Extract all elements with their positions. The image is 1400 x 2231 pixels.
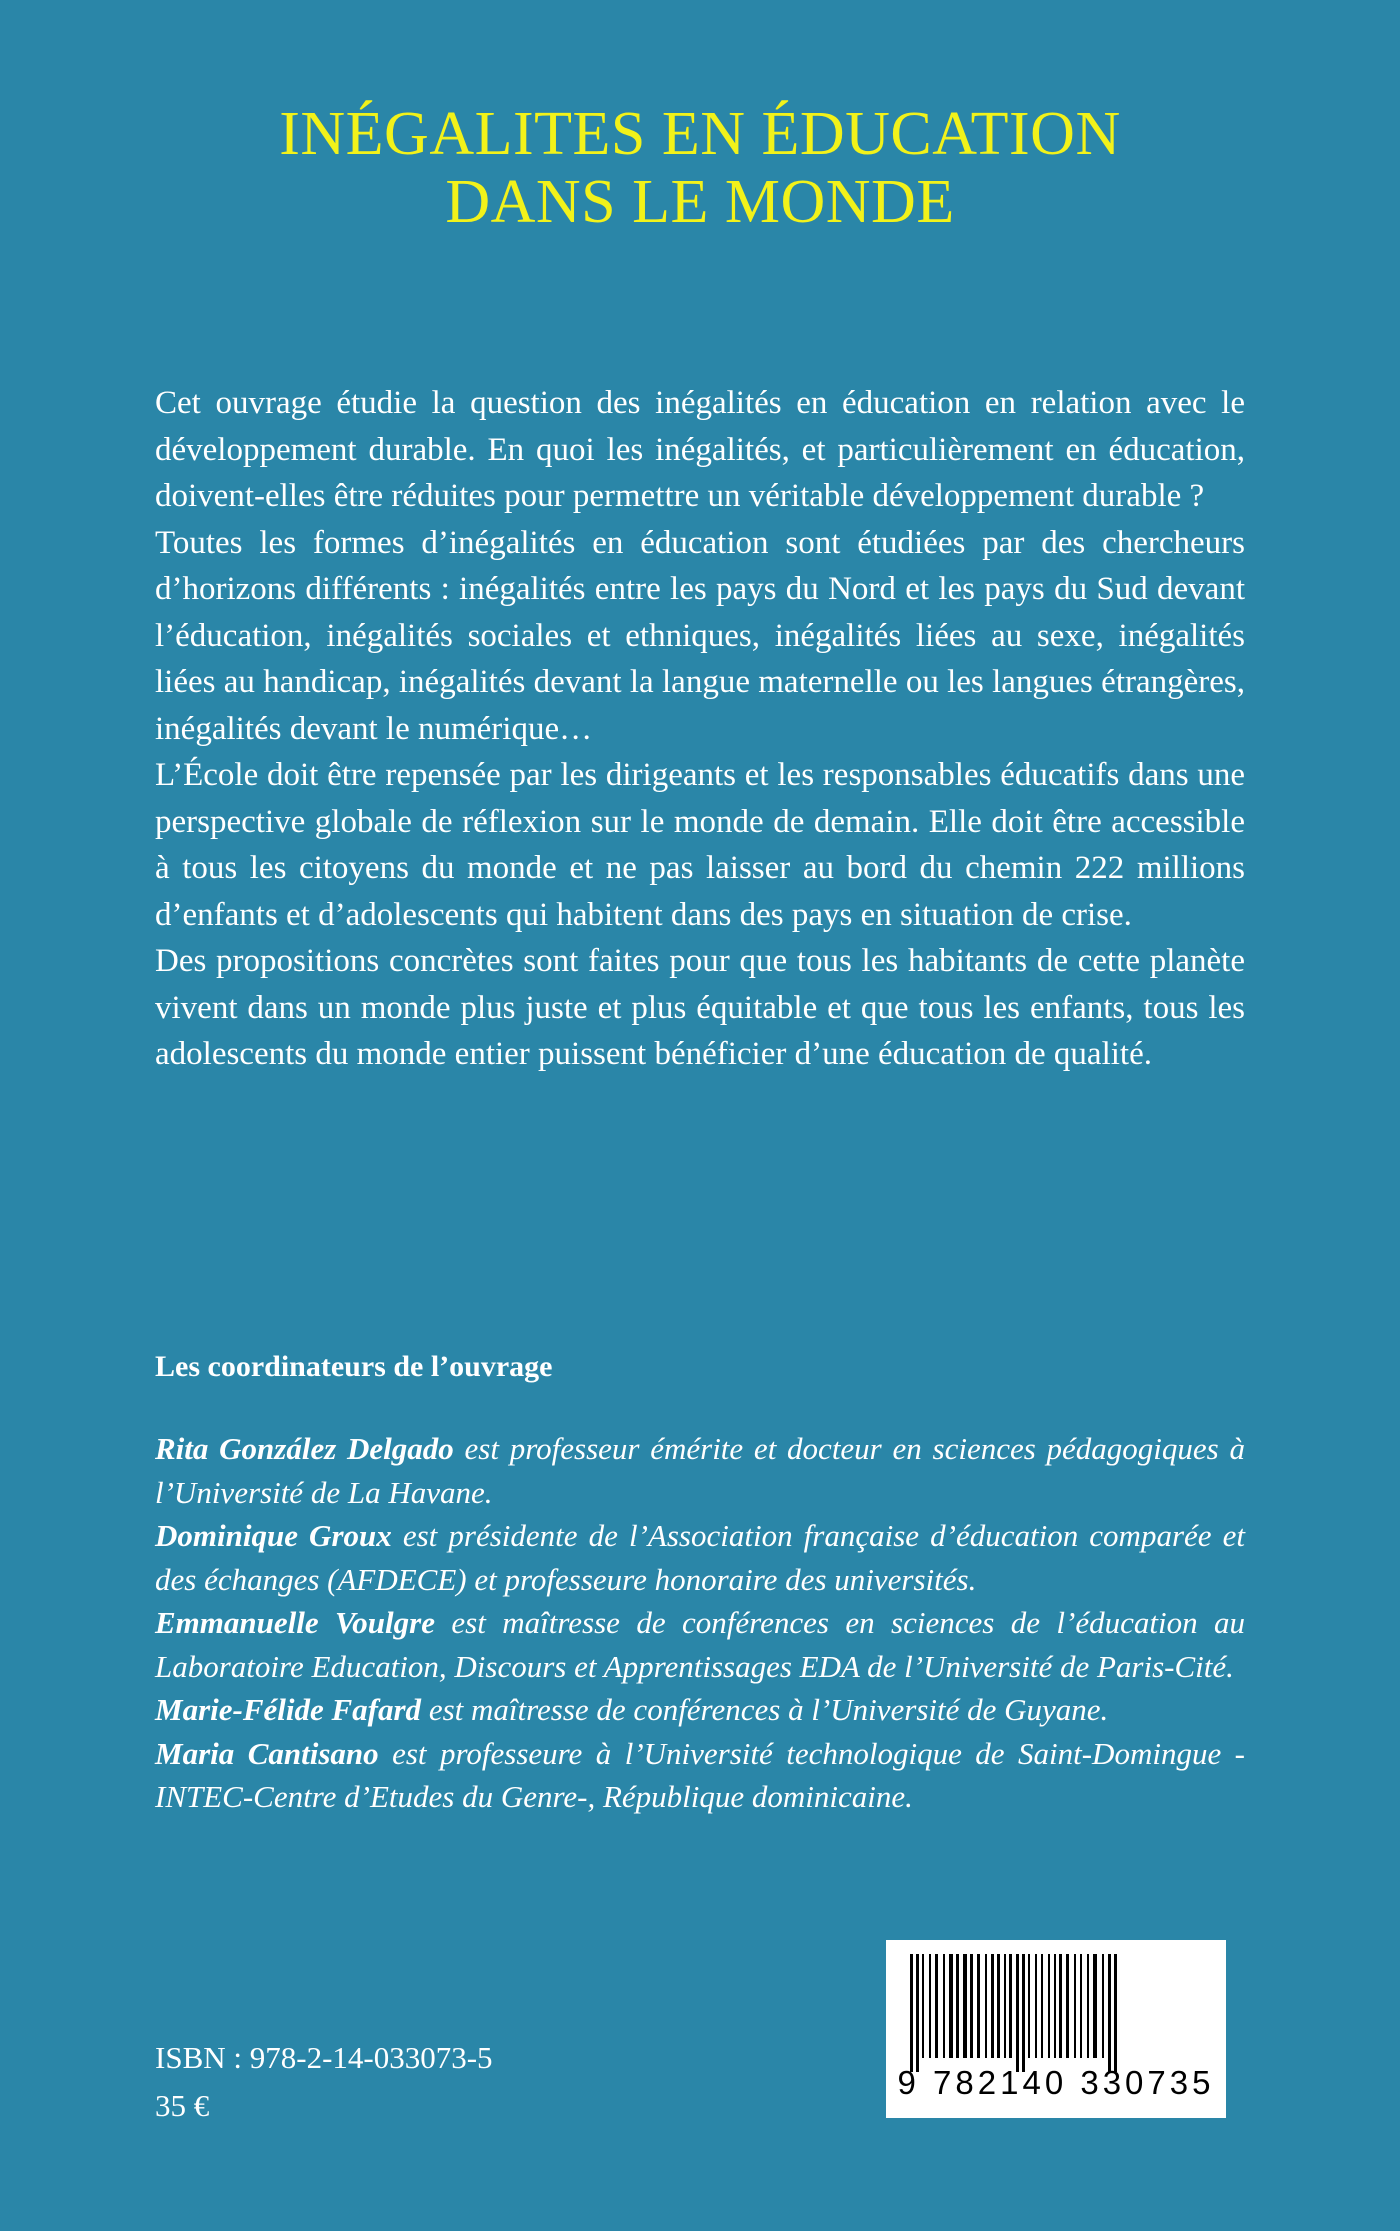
author-name: Marie-Félide Fafard	[155, 1692, 422, 1727]
book-title	[0, 100, 1400, 236]
barcode-bar	[1102, 1954, 1104, 2058]
author-entry	[155, 1732, 1245, 1819]
barcode-bar	[991, 1954, 994, 2058]
barcode-bar	[1108, 1954, 1111, 2072]
author-name: Dominique Groux	[155, 1518, 392, 1553]
price: 35 €	[155, 2088, 210, 2123]
summary-text	[155, 380, 1245, 1078]
isbn: ISBN : 978-2-14-033073-5	[155, 2040, 493, 2075]
author-name: Maria Cantisano	[155, 1735, 379, 1771]
author-bio: est présidente de l’Association française d’éducation comparée et des échanges (AFDECE) et professeure honoraire des universités.	[155, 1518, 1245, 1597]
authors-heading: Les coordinateurs de l’ouvrage	[155, 1350, 553, 1383]
barcode-bar	[943, 1954, 945, 2058]
author-bio: est maîtresse de conférences en sciences de l’éducation au Laboratoire Education, Discours et Apprentissages EDA de l’Université de Paris-Cité.	[155, 1605, 1245, 1684]
barcode-bar	[1087, 1954, 1089, 2058]
barcode-bar	[949, 1954, 953, 2058]
barcode-digits: 9 782140 330735	[897, 2064, 1215, 2101]
barcode-bar	[1066, 1954, 1069, 2058]
title-line-2: DANS LE MONDE	[445, 168, 955, 236]
barcode-bar	[977, 1954, 980, 2058]
barcode-bar	[956, 1954, 959, 2058]
barcode-bar	[1080, 1954, 1082, 2058]
barcode-bar	[963, 1954, 967, 2058]
barcode-bar	[1048, 1954, 1050, 2058]
author-name: Rita González Delgado	[155, 1431, 454, 1466]
summary-paragraph: L’École doit être repensée par les dirigeants et les responsables éducatifs dans une perspective globale de réflexion sur le monde de demain. Elle doit être accessible à tous les citoyens du monde et ne pas laisser au bord du chemin 222 millions d’enfants et d’adolescents qui habitent dans des pays en situation de crise.	[155, 757, 1245, 933]
barcode-bar	[935, 1954, 938, 2058]
author-entry	[155, 1601, 1245, 1688]
barcode-bar	[1114, 1954, 1117, 2072]
barcode-bar	[985, 1954, 987, 2058]
barcode-bar	[929, 1954, 931, 2058]
barcode-bar	[1059, 1954, 1062, 2058]
author-entry	[155, 1688, 1245, 1732]
barcode-bar	[1028, 1954, 1030, 2058]
barcode-bar	[916, 1954, 919, 2072]
barcode	[886, 1940, 1226, 2118]
summary-paragraph: Toutes les formes d’inégalités en éducation sont étudiées par des chercheurs d’horizons différents : inégalités entre les pays du Nord et les pays du Sud devant l’éducation, inégalités sociales et ethniques, inégalités liées au sexe, inégalités liées au handicap, inégalités devant la langue maternelle ou les langues étrangères, inégalités devant le numérique…	[155, 524, 1245, 747]
author-bio: est professeur émérite et docteur en sciences pédagogiques à l’Université de La Havane.	[155, 1431, 1245, 1510]
barcode-bar	[1009, 1954, 1012, 2058]
author-entry	[155, 1427, 1245, 1514]
barcode-bar	[922, 1954, 924, 2058]
author-entry	[155, 1514, 1245, 1601]
barcode-bar	[1093, 1954, 1097, 2058]
author-bio: est maîtresse de conférences à l’Université de Guyane.	[421, 1692, 1109, 1727]
barcode-bar	[1074, 1954, 1076, 2058]
barcode-bar	[970, 1954, 973, 2058]
barcode-bar	[1041, 1954, 1043, 2058]
barcode-bar	[997, 1954, 1000, 2058]
barcode-bar	[1054, 1954, 1056, 2058]
barcode-bar	[1035, 1954, 1037, 2058]
title-line-1: INÉGALITES EN ÉDUCATION	[279, 100, 1121, 168]
authors-list	[155, 1427, 1245, 1819]
barcode-bar	[1016, 1954, 1019, 2072]
author-name: Emmanuelle Voulgre	[155, 1605, 435, 1640]
barcode-bar	[910, 1954, 913, 2072]
barcode-bar	[1022, 1954, 1025, 2072]
summary-paragraph: Cet ouvrage étudie la question des inégalités en éducation en relation avec le développement durable. En quoi les inégalités, et particulièrement en éducation, doivent-elles être réduites pour permettre un véritable développement durable ?	[155, 385, 1245, 514]
author-bio: est professeure à l’Université technologique de Saint-Domingue - INTEC-Centre d’Etudes du Genre-, République dominicaine.	[155, 1735, 1245, 1814]
summary-paragraph: Des propositions concrètes sont faites pour que tous les habitants de cette planète vivent dans un monde plus juste et plus équitable et que tous les enfants, tous les adolescents du monde entier puissent bénéficier d’une éducation de qualité.	[155, 943, 1245, 1072]
barcode-bar	[1004, 1954, 1006, 2058]
